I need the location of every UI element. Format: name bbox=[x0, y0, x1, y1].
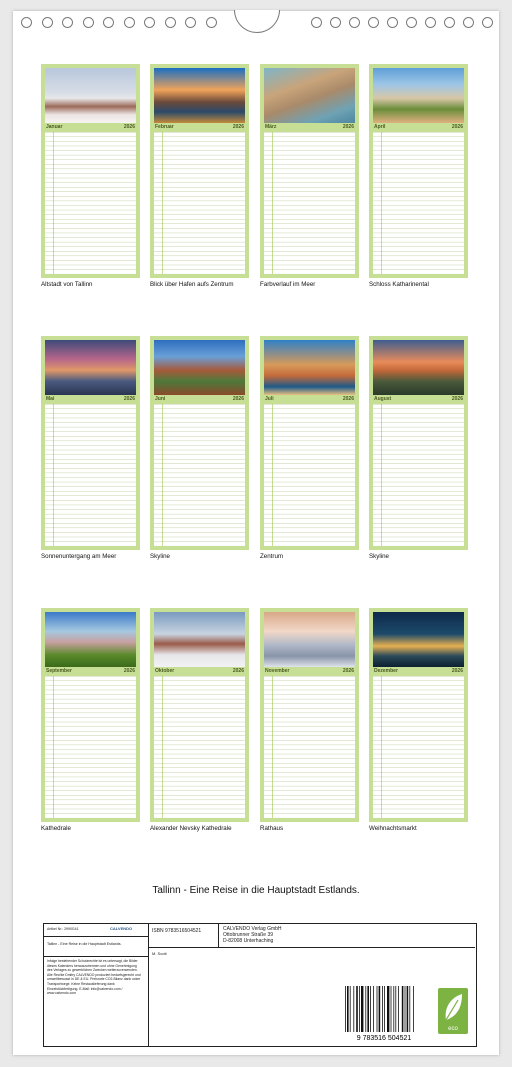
month-caption: Weihnachtsmarkt bbox=[369, 825, 417, 832]
month-name: Februar bbox=[155, 124, 174, 130]
publisher-city: D-82008 Unterhaching bbox=[223, 938, 274, 944]
binding-ring bbox=[144, 17, 155, 28]
month-sheet bbox=[369, 336, 468, 550]
isbn: ISBN 9783516504521 bbox=[152, 928, 202, 934]
month-photo bbox=[154, 68, 245, 123]
month-header bbox=[373, 124, 464, 131]
barcode-bar bbox=[391, 986, 392, 1032]
barcode-bar bbox=[345, 986, 346, 1032]
month-year: 2026 bbox=[123, 668, 135, 674]
barcode-bar bbox=[379, 986, 381, 1032]
month-caption: Kathedrale bbox=[41, 825, 71, 832]
month-caption: Altstadt von Tallinn bbox=[41, 281, 93, 288]
month-year: 2026 bbox=[123, 124, 135, 130]
month-sheet bbox=[41, 608, 140, 822]
month-caption: Farbverlauf im Meer bbox=[260, 281, 316, 288]
month-name: Oktober bbox=[155, 668, 175, 674]
month-day-grid bbox=[264, 676, 355, 818]
month-year: 2026 bbox=[451, 124, 463, 130]
barcode-bar bbox=[384, 986, 385, 1032]
binding-ring bbox=[206, 17, 217, 28]
publisher-street: Ottobrunner Straße 39 bbox=[223, 932, 274, 938]
month-sheet bbox=[150, 608, 249, 822]
month-photo bbox=[264, 68, 355, 123]
month-year: 2026 bbox=[451, 668, 463, 674]
month-caption: Sonnenuntergang am Meer bbox=[41, 553, 117, 560]
barcode-bar bbox=[407, 986, 409, 1032]
month-sheet bbox=[41, 64, 140, 278]
article-number: Artikel Nr.: 2990G41 bbox=[47, 927, 79, 931]
binding-ring bbox=[42, 17, 53, 28]
month-photo bbox=[373, 612, 464, 667]
month-sheet bbox=[150, 64, 249, 278]
leaf-icon bbox=[438, 988, 468, 1034]
month-header bbox=[373, 396, 464, 403]
month-photo bbox=[45, 612, 136, 667]
month-header bbox=[45, 668, 136, 675]
month-day-grid bbox=[45, 404, 136, 546]
month-day-grid bbox=[373, 676, 464, 818]
month-year: 2026 bbox=[232, 396, 244, 402]
barcode-bar bbox=[409, 986, 410, 1032]
product-title-small: Tallinn - Eine Reise in die Hauptstadt Estlands. bbox=[47, 942, 122, 946]
legal-text: Infolge bestehender Schutzrechte ist es untersagt, die Bilder dieses Kalenders herauszutrennen und ohne Genehmigung des Verlages zu gewerblichen Zwecken weiterzuverwenden. Alle Rechte Dmitry CALVENDO produziert bedarfsgerecht und umweltbewusst in DE & EU. Preisnote CO2-Bilanz dank ocker Transportwege. Keine Restauslieferung dank Einzelstückfertigung. E-Mail: info@calvendo.com / www.calvendo.com bbox=[47, 959, 141, 996]
month-name: Juni bbox=[155, 396, 166, 402]
barcode-bar bbox=[353, 986, 354, 1032]
barcode-bar bbox=[370, 986, 371, 1032]
month-name: April bbox=[374, 124, 386, 130]
month-name: September bbox=[46, 668, 72, 674]
month-header bbox=[154, 124, 245, 131]
month-header bbox=[45, 396, 136, 403]
barcode-bar bbox=[361, 986, 363, 1032]
binding-ring bbox=[387, 17, 398, 28]
month-header bbox=[264, 124, 355, 131]
month-name: November bbox=[265, 668, 290, 674]
barcode-bar bbox=[393, 986, 394, 1032]
barcode-bar bbox=[405, 986, 406, 1032]
ean-barcode bbox=[341, 984, 427, 1042]
month-header bbox=[45, 124, 136, 131]
month-day-grid bbox=[154, 132, 245, 274]
barcode-bar bbox=[347, 986, 349, 1032]
barcode-bar bbox=[377, 986, 378, 1032]
month-photo bbox=[373, 68, 464, 123]
eco-label: eco bbox=[448, 1026, 458, 1032]
calendar-title: Tallinn - Eine Reise in die Hauptstadt Estlands. bbox=[152, 885, 360, 896]
barcode-digits: 9 783516 504521 bbox=[356, 1035, 412, 1042]
month-year: 2026 bbox=[232, 124, 244, 130]
ring-binding-left bbox=[13, 17, 233, 29]
month-year: 2026 bbox=[232, 668, 244, 674]
month-sheet bbox=[260, 64, 359, 278]
binding-ring bbox=[124, 17, 135, 28]
month-name: März bbox=[265, 124, 277, 130]
binding-ring bbox=[406, 17, 417, 28]
binding-ring bbox=[311, 17, 322, 28]
binding-ring bbox=[463, 17, 474, 28]
month-caption: Rathaus bbox=[260, 825, 284, 832]
month-caption: Zentrum bbox=[260, 553, 284, 560]
month-year: 2026 bbox=[342, 668, 354, 674]
brand-logo: CALVENDO bbox=[110, 926, 133, 931]
month-sheet bbox=[369, 608, 468, 822]
month-year: 2026 bbox=[342, 124, 354, 130]
month-day-grid bbox=[154, 404, 245, 546]
barcode-bar bbox=[413, 986, 414, 1032]
barcode-bar bbox=[350, 986, 351, 1032]
month-caption: Skyline bbox=[150, 553, 170, 560]
binding-ring bbox=[368, 17, 379, 28]
month-day-grid bbox=[373, 404, 464, 546]
month-sheet bbox=[260, 608, 359, 822]
month-sheet bbox=[260, 336, 359, 550]
month-year: 2026 bbox=[342, 396, 354, 402]
month-day-grid bbox=[373, 132, 464, 274]
month-photo bbox=[373, 340, 464, 395]
binding-ring bbox=[425, 17, 436, 28]
calendar-page bbox=[13, 11, 499, 1055]
month-photo bbox=[154, 340, 245, 395]
month-name: Januar bbox=[46, 124, 63, 130]
month-day-grid bbox=[154, 676, 245, 818]
barcode-bar bbox=[365, 986, 366, 1032]
binding-ring bbox=[330, 17, 341, 28]
month-sheet bbox=[369, 64, 468, 278]
ring-binding-right bbox=[279, 17, 499, 29]
month-header bbox=[373, 668, 464, 675]
month-year: 2026 bbox=[123, 396, 135, 402]
barcode-bar bbox=[387, 986, 389, 1032]
month-header bbox=[264, 668, 355, 675]
month-day-grid bbox=[264, 132, 355, 274]
month-name: August bbox=[374, 396, 392, 402]
month-photo bbox=[264, 340, 355, 395]
month-year: 2026 bbox=[451, 396, 463, 402]
month-day-grid bbox=[45, 676, 136, 818]
barcode-bar bbox=[395, 986, 396, 1032]
author: M. Scott bbox=[152, 951, 167, 956]
month-sheet bbox=[150, 336, 249, 550]
binding-ring bbox=[349, 17, 360, 28]
binding-ring bbox=[444, 17, 455, 28]
month-photo bbox=[45, 340, 136, 395]
barcode-bar bbox=[356, 986, 358, 1032]
barcode-bar bbox=[373, 986, 374, 1032]
barcode-bar bbox=[402, 986, 404, 1032]
month-day-grid bbox=[45, 132, 136, 274]
binding-ring bbox=[482, 17, 493, 28]
barcode-bar bbox=[382, 986, 383, 1032]
barcode-bar bbox=[398, 986, 399, 1032]
binding-ring bbox=[185, 17, 196, 28]
binding-ring bbox=[62, 17, 73, 28]
month-name: Mai bbox=[46, 396, 55, 402]
eco-badge bbox=[438, 988, 468, 1034]
month-photo bbox=[154, 612, 245, 667]
binding-ring bbox=[103, 17, 114, 28]
month-caption: Alexander Nevsky Kathedrale bbox=[150, 825, 232, 832]
barcode-bar bbox=[367, 986, 369, 1032]
month-sheet bbox=[41, 336, 140, 550]
month-header bbox=[154, 396, 245, 403]
month-header bbox=[154, 668, 245, 675]
month-day-grid bbox=[264, 404, 355, 546]
month-caption: Schloss Katharinental bbox=[369, 281, 429, 288]
barcode-bar bbox=[359, 986, 360, 1032]
product-info-box bbox=[43, 923, 477, 1047]
month-photo bbox=[45, 68, 136, 123]
wall-hanger bbox=[234, 10, 280, 33]
month-name: Dezember bbox=[374, 668, 398, 674]
month-photo bbox=[264, 612, 355, 667]
month-caption: Blick über Hafen aufs Zentrum bbox=[150, 281, 234, 288]
month-caption: Skyline bbox=[369, 553, 389, 560]
binding-ring bbox=[165, 17, 176, 28]
binding-ring bbox=[21, 17, 32, 28]
binding-ring bbox=[83, 17, 94, 28]
month-header bbox=[264, 396, 355, 403]
publisher-name: CALVENDO Verlag GmbH bbox=[223, 926, 282, 932]
month-name: Juli bbox=[265, 396, 274, 402]
